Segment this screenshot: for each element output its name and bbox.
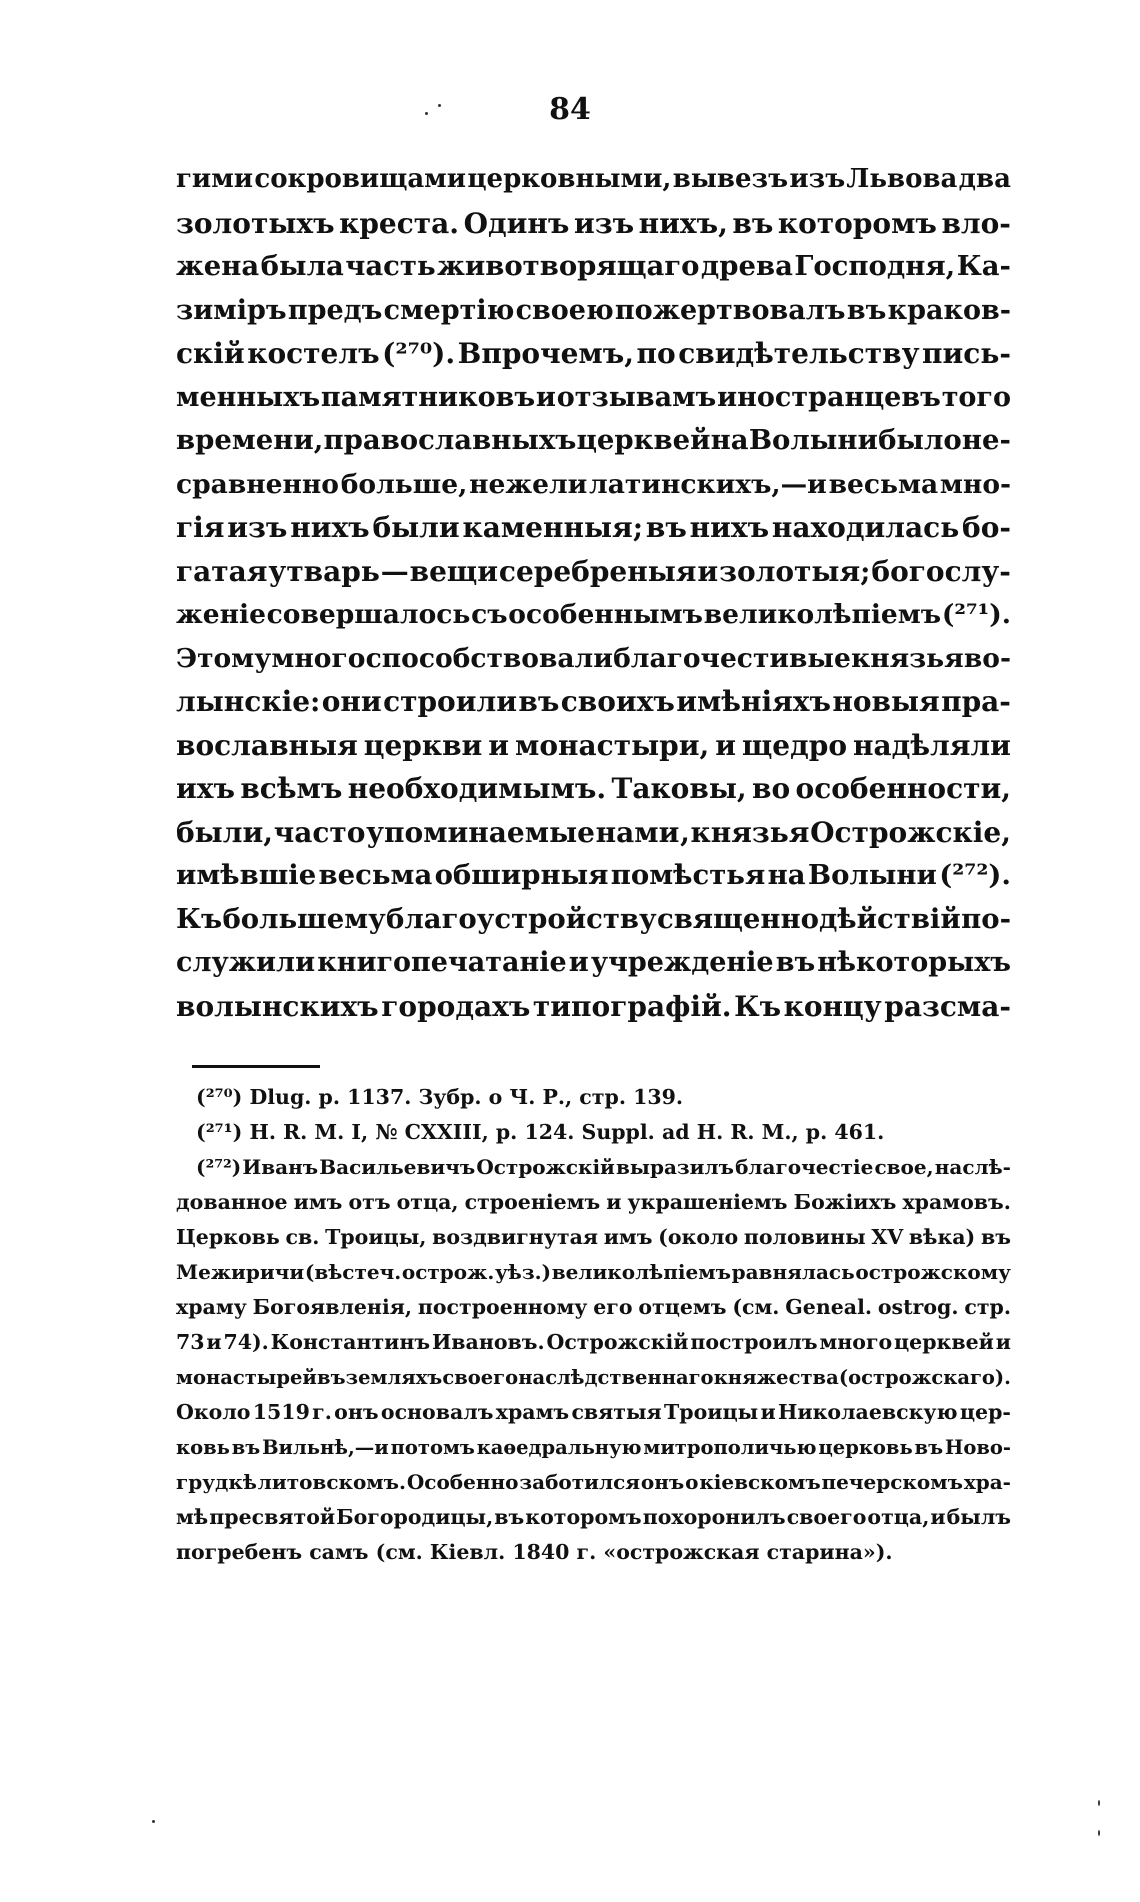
word: церковь: [818, 1436, 913, 1459]
word: Львова: [846, 164, 958, 194]
word: отзывамъ: [556, 381, 717, 413]
word: помѣстья: [610, 859, 766, 891]
word: отца,: [396, 1190, 459, 1214]
word: щедро: [742, 728, 848, 762]
word: вло-: [941, 206, 1011, 240]
word: Божіихъ: [793, 1190, 897, 1214]
word: нами: [595, 815, 680, 849]
word: вославныя: [176, 728, 358, 762]
word: земляхъ: [345, 1366, 443, 1389]
word: потомъ: [390, 1436, 475, 1459]
word: часть: [345, 250, 436, 282]
scan-speck: [425, 112, 428, 115]
word: во-: [963, 642, 1011, 674]
scan-speck: [152, 1820, 155, 1823]
word: серебреныя: [498, 554, 697, 588]
word: православныхъ: [323, 424, 577, 456]
word: и: [568, 947, 589, 978]
word: цер-: [959, 1400, 1011, 1424]
footnote-line: [176, 1500, 1011, 1535]
word: изъ: [573, 206, 635, 240]
word: пра-: [941, 685, 1011, 718]
footnote-line: [176, 1465, 1011, 1500]
word: лынскіе:: [176, 685, 321, 718]
main-text: [176, 158, 1011, 1028]
word: сравненно: [176, 468, 339, 500]
word: были: [372, 511, 460, 544]
word: Волыни: [748, 424, 878, 456]
word: служили: [176, 947, 316, 978]
word: они: [321, 685, 382, 718]
word: монастырей: [176, 1366, 317, 1389]
word: хра-: [963, 1470, 1011, 1494]
word: въ: [914, 1436, 944, 1459]
text-line: [176, 941, 1011, 985]
word: дованное: [176, 1190, 288, 1214]
text-line: [176, 419, 1011, 463]
word: построилъ: [690, 1330, 818, 1354]
word: уѣз.): [494, 1260, 552, 1284]
word: во: [752, 772, 791, 805]
text-line: [176, 811, 1011, 855]
word: Около: [176, 1400, 251, 1424]
word: имъ: [293, 1190, 343, 1214]
word: зиміръ: [176, 294, 287, 326]
word: пись-: [922, 337, 1011, 370]
word: весьма: [828, 468, 939, 500]
word: надѣляли: [853, 728, 1011, 762]
text-line: [176, 550, 1011, 594]
word: св.: [285, 1225, 320, 1249]
word: древа: [700, 250, 793, 282]
word: (см.: [732, 1295, 780, 1319]
word: времени,: [176, 424, 324, 456]
word: часто: [273, 815, 366, 849]
word: церквей: [894, 1330, 994, 1354]
word: животворящаго: [437, 250, 700, 282]
word: которомъ: [525, 1505, 642, 1529]
word: имъ: [603, 1225, 653, 1249]
word: стр.: [964, 1295, 1011, 1319]
word: наслѣ-: [934, 1155, 1011, 1179]
word: упоминаемые: [366, 815, 595, 849]
footnote-line: [176, 1325, 1011, 1360]
word: 1519: [252, 1400, 310, 1424]
text-line: [176, 985, 1011, 1029]
word: грудкѣ: [176, 1470, 257, 1494]
word: которомъ: [777, 206, 937, 240]
word: въ: [732, 206, 774, 240]
text-line: [176, 202, 1011, 246]
word: въ: [231, 1436, 261, 1459]
word: всѣмъ: [240, 772, 343, 805]
footnote-line: (²⁷¹) H. R. M. I, № CXXIII, p. 124. Suppl. ad H. R. M., p. 461.: [196, 1120, 885, 1144]
word: церкви: [363, 728, 483, 762]
word: Таковы,: [611, 772, 747, 805]
word: способствовали: [365, 642, 613, 674]
word: печерскомъ: [821, 1470, 963, 1494]
word: жена: [176, 250, 260, 282]
word: необходимымъ.: [347, 772, 607, 805]
scan-speck: [1098, 1800, 1100, 1806]
word: и: [715, 728, 737, 762]
text-line: [176, 898, 1011, 942]
word: отцемъ: [638, 1295, 727, 1319]
text-line: [176, 767, 1011, 811]
word: построенному: [417, 1295, 588, 1319]
word: имѣніяхъ: [676, 685, 831, 718]
word: женіе: [176, 599, 266, 630]
word: благоустройству: [386, 902, 657, 935]
text-line: [176, 854, 1011, 898]
word: равнялась: [731, 1260, 855, 1284]
word: было: [878, 424, 962, 456]
word: своего: [786, 1505, 867, 1529]
word: митрополичью: [643, 1436, 817, 1459]
word: того: [941, 381, 1011, 413]
word: князья: [851, 642, 964, 674]
word: Ивановъ.: [431, 1330, 545, 1354]
word: разсма-: [884, 989, 1011, 1023]
word: (²⁷¹).: [941, 599, 1011, 630]
word: съ: [471, 599, 508, 630]
word: каменныя;: [462, 511, 644, 544]
word: особенности,: [795, 772, 1011, 805]
word: о: [685, 1470, 699, 1494]
word: ostrog.: [877, 1295, 959, 1319]
word: Господня,: [794, 250, 956, 282]
word: концу: [783, 989, 882, 1023]
word: острожскому: [855, 1260, 1011, 1284]
scan-speck: [438, 104, 441, 107]
word: г.: [312, 1400, 332, 1424]
word: костелъ: [247, 337, 380, 370]
word: и: [760, 1400, 776, 1424]
word: Богоявленія,: [252, 1295, 413, 1319]
footnotes: [176, 1080, 1011, 1570]
word: XV: [871, 1225, 904, 1249]
word: своего: [442, 1366, 519, 1389]
word: его: [593, 1295, 633, 1319]
footnote-divider: [192, 1065, 320, 1068]
word: золотыя;: [719, 554, 871, 588]
word: храму: [176, 1295, 247, 1319]
word: вѣка): [908, 1225, 976, 1249]
word: выразилъ: [616, 1155, 734, 1179]
word: своею: [515, 294, 614, 326]
word: учрежденіе: [590, 947, 774, 978]
word: отца,: [867, 1505, 930, 1529]
word: и: [930, 1505, 946, 1529]
word: нихъ: [689, 511, 770, 544]
word: на: [710, 424, 749, 456]
word: въ: [775, 947, 816, 978]
word: ковь: [176, 1436, 230, 1459]
word: Geneal.: [785, 1295, 873, 1319]
word: Особенно: [406, 1470, 519, 1494]
word: княжества: [713, 1366, 839, 1389]
footnote-line: [176, 1430, 1011, 1465]
footnote-line: погребенъ самъ (см. Кіевл. 1840 г. «острожская старина»).: [176, 1540, 893, 1564]
word: Троицы,: [325, 1225, 427, 1249]
word: книгопечатаніе: [317, 947, 567, 978]
word: обширныя: [434, 859, 609, 891]
word: Острожскій: [546, 1330, 689, 1354]
word: литовскомъ.: [257, 1470, 406, 1494]
word: смертію: [383, 294, 515, 326]
text-line: [176, 245, 1011, 289]
word: церковными,: [467, 164, 672, 194]
word: весьма: [318, 859, 433, 891]
word: Этому: [176, 642, 272, 674]
word: 73: [176, 1330, 205, 1354]
word: онъ: [640, 1470, 685, 1494]
word: въ: [518, 685, 560, 718]
word: (вѣстеч.: [304, 1260, 402, 1284]
word: Острожскій: [476, 1155, 615, 1179]
text-line: [176, 506, 1011, 550]
word: мѣ: [176, 1505, 209, 1529]
word: въ: [494, 1505, 525, 1529]
word: Острожскіе,: [810, 815, 1011, 849]
word: —: [380, 554, 409, 588]
word: половины: [743, 1225, 866, 1249]
word: благочестіе: [735, 1155, 874, 1179]
word: свое,: [874, 1155, 934, 1179]
word: онъ: [334, 1400, 379, 1424]
word: совершалось: [266, 599, 471, 630]
word: Ка-: [956, 250, 1011, 282]
word: монастыри,: [515, 728, 710, 762]
word: Николаевскую: [778, 1400, 958, 1424]
word: и: [535, 381, 556, 413]
word: свидѣтельству: [678, 337, 920, 370]
word: латинскихъ,—и: [589, 468, 827, 500]
word: иностранцевъ: [717, 381, 941, 413]
word: Вильнѣ,—и: [262, 1436, 389, 1459]
word: имѣвшіе: [176, 859, 317, 891]
word: въ: [645, 511, 687, 544]
word: креста.: [339, 206, 460, 240]
word: гія: [176, 511, 225, 544]
word: нѣкоторыхъ: [817, 947, 1011, 978]
word: находилась: [771, 511, 960, 544]
word: была: [260, 250, 344, 282]
word: на: [767, 859, 806, 891]
word: изъ: [789, 164, 846, 194]
word: строили: [383, 685, 517, 718]
word: Богородицы,: [336, 1505, 494, 1529]
footnote-line: [176, 1220, 1011, 1255]
word: 74).: [223, 1330, 269, 1354]
word: князья: [690, 815, 810, 849]
text-line: [176, 680, 1011, 724]
word: (²⁷⁰).: [382, 337, 456, 370]
footnote-line: [176, 1290, 1011, 1325]
word: (около: [658, 1225, 739, 1249]
word: большему: [222, 902, 386, 935]
word: отъ: [348, 1190, 391, 1214]
word: храмовъ.: [902, 1190, 1011, 1214]
scan-speck: [1098, 1830, 1100, 1836]
word: острож.: [401, 1260, 495, 1284]
word: и: [206, 1330, 222, 1354]
word: много: [819, 1330, 893, 1354]
word: особеннымъ: [508, 599, 704, 630]
word: и: [697, 554, 719, 588]
word: были,: [176, 815, 274, 849]
word: городахъ: [381, 989, 531, 1023]
text-line: [176, 724, 1011, 768]
word: бо-: [962, 511, 1011, 544]
word: благочестивые: [613, 642, 851, 674]
footnote-line: [176, 1255, 1011, 1290]
footnote-line: (²⁷⁰) Dlug. p. 1137. Зубр. о Ч. Р., стр. 139.: [196, 1085, 684, 1109]
word: Волыни: [807, 859, 937, 891]
word: (²⁷²).: [939, 859, 1011, 891]
word: краков-: [887, 294, 1011, 326]
word: украшеніемъ: [627, 1190, 788, 1214]
word: (острожскаго).: [838, 1366, 1011, 1389]
word: Троицы: [664, 1400, 759, 1424]
word: по: [636, 337, 676, 370]
text-line: [176, 376, 1011, 420]
word: Межиричи: [176, 1260, 305, 1284]
word: наслѣдственнаго: [518, 1366, 714, 1389]
word: воздвигнутая: [432, 1225, 599, 1249]
word: основалъ: [380, 1400, 494, 1424]
word: новыя: [832, 685, 940, 718]
word: утварь: [268, 554, 380, 588]
word: сокровищами: [254, 164, 467, 194]
word: пресвятой: [209, 1505, 336, 1529]
word: церквей: [576, 424, 711, 456]
word: великолѣпіемъ: [703, 599, 942, 630]
word: и: [606, 1190, 622, 1214]
footnote-line: [176, 1395, 1011, 1430]
word: храмъ: [495, 1400, 570, 1424]
word: Впрочемъ,: [457, 337, 634, 370]
word: и: [995, 1330, 1011, 1354]
word: менныхъ: [176, 381, 321, 413]
word: мно-: [939, 468, 1011, 500]
word: гатая: [176, 554, 268, 588]
word: и: [488, 728, 510, 762]
word: нежели: [469, 468, 588, 500]
text-line: [176, 637, 1011, 681]
word: вещи: [409, 554, 498, 588]
word: (²⁷²): [196, 1155, 242, 1179]
word: Васильевичъ: [319, 1155, 476, 1179]
word: строеніемъ: [464, 1190, 601, 1214]
word: ,: [680, 815, 690, 849]
word: въ: [980, 1225, 1011, 1249]
word: въ: [846, 294, 887, 326]
page-number: 84: [549, 92, 591, 127]
word: святыя: [571, 1400, 662, 1424]
footnote-line: [176, 1150, 1011, 1185]
word: предъ: [287, 294, 383, 326]
word: Къ: [176, 902, 223, 935]
word: изъ: [227, 511, 288, 544]
word: Одинъ: [463, 206, 570, 240]
word: Иванъ: [242, 1155, 319, 1179]
word: вывезъ: [672, 164, 789, 194]
word: похоронилъ: [642, 1505, 786, 1529]
word: Ново-: [944, 1436, 1011, 1459]
word: нихъ,: [638, 206, 728, 240]
word: по-: [961, 902, 1011, 935]
word: больше,: [340, 468, 468, 500]
word: памятниковъ: [320, 381, 536, 413]
word: кіевскомъ: [699, 1470, 821, 1494]
word: былъ: [946, 1505, 1011, 1529]
word: Церковь: [176, 1225, 280, 1249]
word: скій: [176, 337, 245, 370]
footnote-line: [176, 1185, 1011, 1220]
text-line: [176, 593, 1011, 637]
text-line: [176, 332, 1011, 376]
word: богослу-: [871, 554, 1011, 588]
word: гими: [176, 164, 254, 194]
word: каѳедральную: [476, 1436, 642, 1459]
text-line: [176, 463, 1011, 507]
word: типографій.: [532, 989, 732, 1023]
word: два: [958, 164, 1011, 194]
text-line: [176, 158, 1011, 202]
word: своихъ: [560, 685, 675, 718]
word: не-: [961, 424, 1011, 456]
word: нихъ: [290, 511, 370, 544]
word: заботился: [519, 1470, 641, 1494]
word: ихъ: [176, 772, 235, 805]
word: пожертвовалъ: [614, 294, 846, 326]
word: золотыхъ: [176, 206, 335, 240]
word: священнодѣйствій: [656, 902, 961, 935]
word: въ: [317, 1366, 346, 1389]
word: волынскихъ: [176, 989, 379, 1023]
word: много: [271, 642, 366, 674]
word: Константинъ: [270, 1330, 431, 1354]
footnote-line: [176, 1360, 1011, 1395]
word: великолѣпіемъ: [551, 1260, 731, 1284]
word: Къ: [734, 989, 782, 1023]
text-line: [176, 289, 1011, 333]
